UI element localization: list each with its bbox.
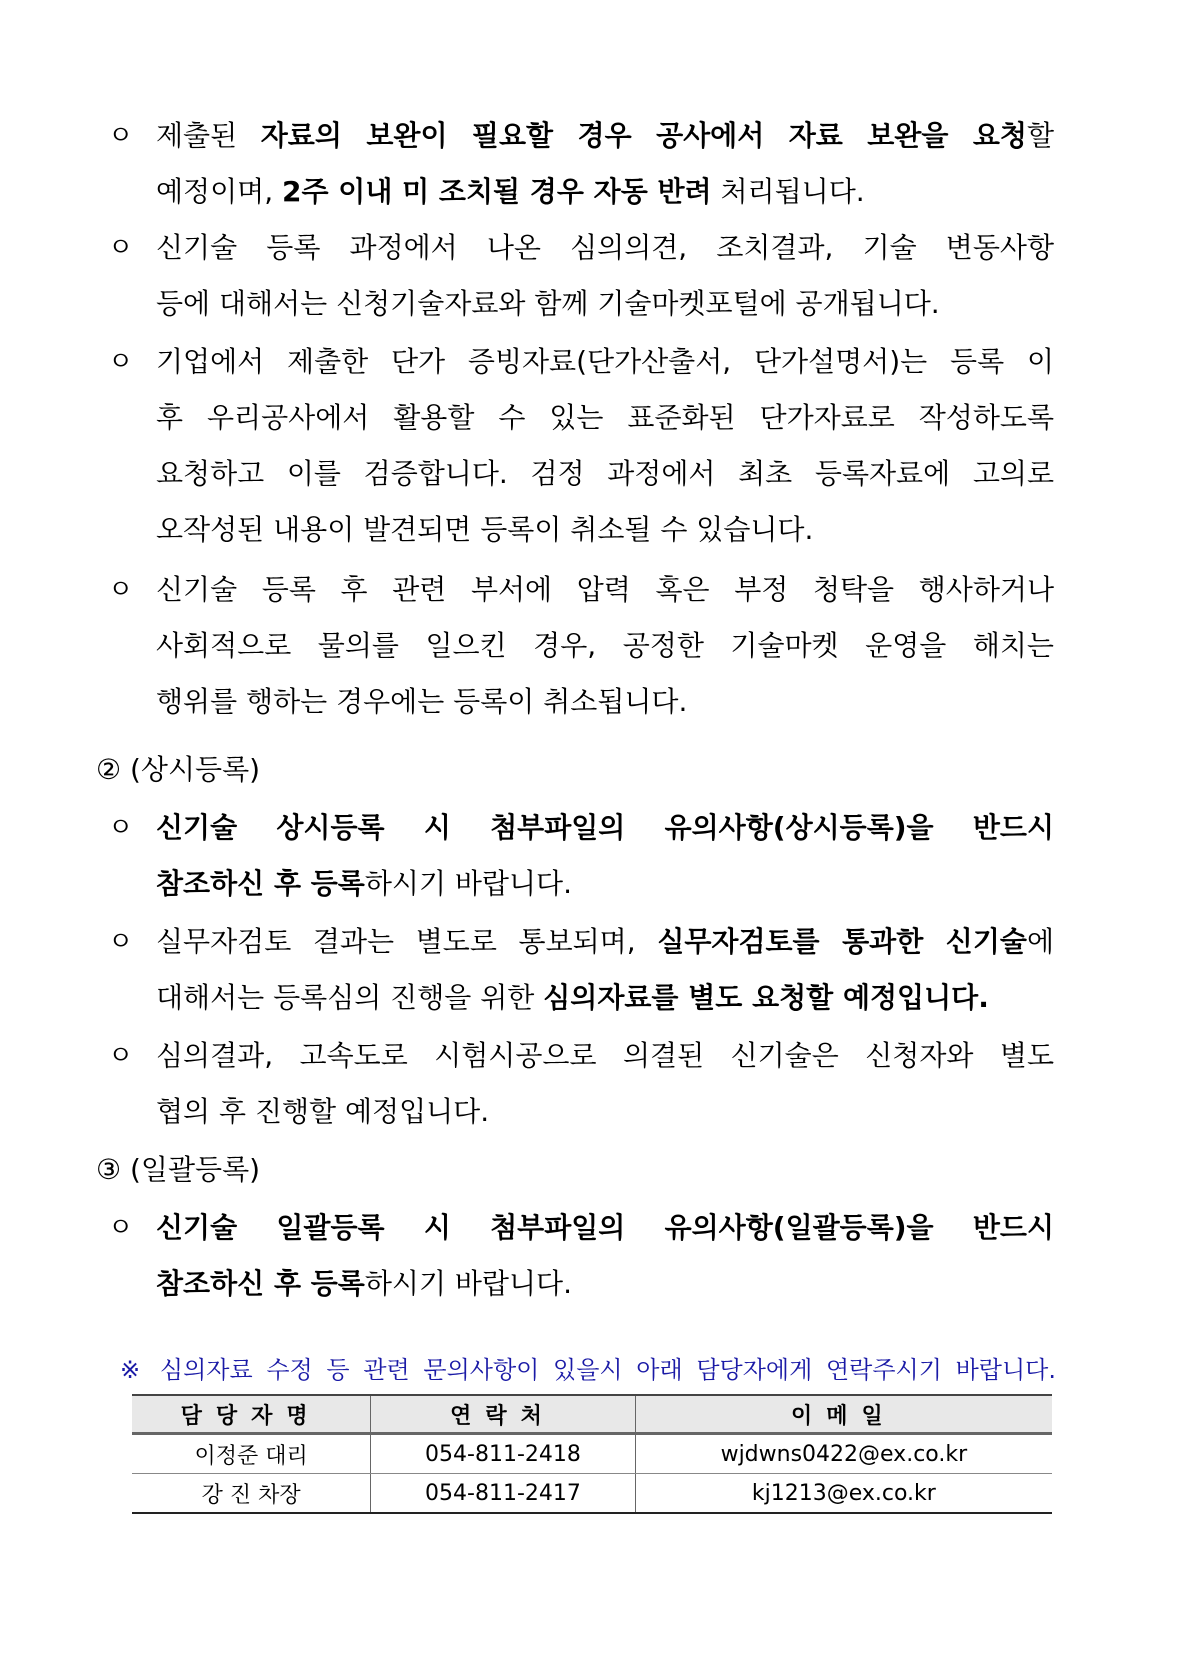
bullet-item — [108, 1200, 1054, 1312]
bullet-item — [108, 108, 1054, 220]
bullet-marker: ㅇ — [108, 575, 134, 605]
contacts-header-row — [132, 1395, 1052, 1434]
bold-text: 심의자료를 별도 요청할 예정입니다. — [543, 981, 989, 1014]
bullet-item — [108, 562, 1054, 730]
paragraph-line — [156, 970, 989, 1026]
text-run: 행위를 행하는 경우에는 등록이 취소됩니다. — [156, 685, 688, 718]
bullet-item — [108, 914, 1054, 1026]
text-run: 등에 대해서는 신청기술자료와 함께 기술마켓포털에 공개됩니다. — [156, 287, 940, 320]
text-run: 신기술 등록 후 관련 부서에 압력 혹은 부정 청탁을 행사하거나 — [156, 573, 1054, 606]
text-run: 대해서는 등록심의 진행을 위한 — [156, 981, 544, 1014]
bold-text: 신기술 일괄등록 시 첨부파일의 유의사항(일괄등록)을 반드시 — [156, 1211, 1054, 1244]
text-run: 제출된 — [156, 119, 261, 152]
paragraph-line — [156, 390, 1054, 446]
text-run: 요청하고 이를 검증합니다. 검정 과정에서 최초 등록자료에 고의로 — [156, 457, 1054, 490]
paragraph-line — [156, 446, 1054, 502]
text-run: 협의 후 진행할 예정입니다. — [156, 1095, 490, 1128]
text-run: 기업에서 제출한 단가 증빙자료(단가산출서, 단가설명서)는 등록 이 — [156, 345, 1054, 378]
paragraph-line — [156, 1028, 1054, 1084]
section-heading-batch-registration: ③ (일괄등록) — [96, 1153, 261, 1186]
paragraph-line — [156, 914, 1054, 970]
paragraph-line — [156, 108, 1054, 164]
header-name: 담당자명 — [132, 1395, 371, 1434]
paragraph-line — [156, 856, 572, 912]
contacts-table — [132, 1394, 1052, 1514]
contact-phone: 054-811-2418 — [371, 1434, 636, 1474]
paragraph-line — [156, 562, 1054, 618]
text-run: 심의결과, 고속도로 시험시공으로 의결된 신기술은 신청자와 별도 — [156, 1039, 1054, 1072]
paragraph-line — [156, 502, 813, 558]
bullet-item — [108, 800, 1054, 912]
bold-text: 2주 이내 미 조치될 경우 자동 반려 — [282, 175, 712, 208]
bold-text: 신기술 상시등록 시 첨부파일의 유의사항(상시등록)을 반드시 — [156, 811, 1054, 844]
paragraph-line — [156, 1200, 1054, 1256]
paragraph-line — [156, 334, 1054, 390]
bullet-marker: ㅇ — [108, 813, 134, 843]
text-run: 처리됩니다. — [711, 175, 865, 208]
text-run: 사회적으로 물의를 일으킨 경우, 공정한 기술마켓 운영을 해치는 — [156, 629, 1054, 662]
bold-text: 실무자검토를 통과한 신기술 — [657, 925, 1027, 958]
text-run: 하시기 바랍니다. — [364, 867, 572, 900]
bullet-marker: ㅇ — [108, 927, 134, 957]
text-run: 신기술 등록 과정에서 나온 심의의견, 조치결과, 기술 변동사항 — [156, 231, 1054, 264]
paragraph-line — [156, 1084, 489, 1140]
contact-email: kj1213@ex.co.kr — [635, 1474, 1052, 1514]
table-row — [132, 1474, 1052, 1514]
contact-name: 이정준 대리 — [132, 1434, 371, 1474]
header-email: 이메일 — [635, 1395, 1052, 1434]
paragraph-line — [156, 220, 1054, 276]
bold-text: 참조하신 후 등록 — [156, 1267, 365, 1300]
bullet-marker: ㅇ — [108, 1213, 134, 1243]
text-run: 에 — [1026, 925, 1054, 958]
header-phone: 연락처 — [371, 1395, 636, 1434]
bullet-item — [108, 334, 1054, 558]
bold-text: 자료의 보완이 필요할 경우 공사에서 자료 보완을 요청 — [260, 119, 1027, 152]
paragraph-line — [156, 1256, 572, 1312]
bullet-marker: ㅇ — [108, 121, 134, 151]
contact-phone: 054-811-2417 — [371, 1474, 636, 1514]
paragraph-line — [156, 276, 940, 332]
bullet-marker: ㅇ — [108, 347, 134, 377]
text-run: 후 우리공사에서 활용할 수 있는 표준화된 단가자료로 작성하도록 — [156, 401, 1054, 434]
bullet-item — [108, 1028, 1054, 1140]
contact-name: 강 진 차장 — [132, 1474, 371, 1514]
paragraph-line — [156, 800, 1054, 856]
section-heading-regular-registration: ② (상시등록) — [96, 753, 261, 786]
text-run: 하시기 바랍니다. — [364, 1267, 572, 1300]
text-run: 오작성된 내용이 발견되면 등록이 취소될 수 있습니다. — [156, 513, 814, 546]
contact-note: ※ 심의자료 수정 등 관련 문의사항이 있을시 아래 담당자에게 연락주시기 바랍니다. — [120, 1356, 1056, 1384]
paragraph-line — [156, 618, 1054, 674]
bold-text: 참조하신 후 등록 — [156, 867, 365, 900]
paragraph-line — [156, 164, 865, 220]
bullet-marker: ㅇ — [108, 1041, 134, 1071]
paragraph-line — [156, 674, 687, 730]
contact-email: wjdwns0422@ex.co.kr — [635, 1434, 1052, 1474]
table-row — [132, 1434, 1052, 1474]
bullet-marker: ㅇ — [108, 233, 134, 263]
text-run: 예정이며, — [156, 175, 282, 208]
text-run: 실무자검토 결과는 별도로 통보되며, — [156, 925, 658, 958]
bullet-item — [108, 220, 1054, 332]
text-run: 할 — [1026, 119, 1055, 152]
